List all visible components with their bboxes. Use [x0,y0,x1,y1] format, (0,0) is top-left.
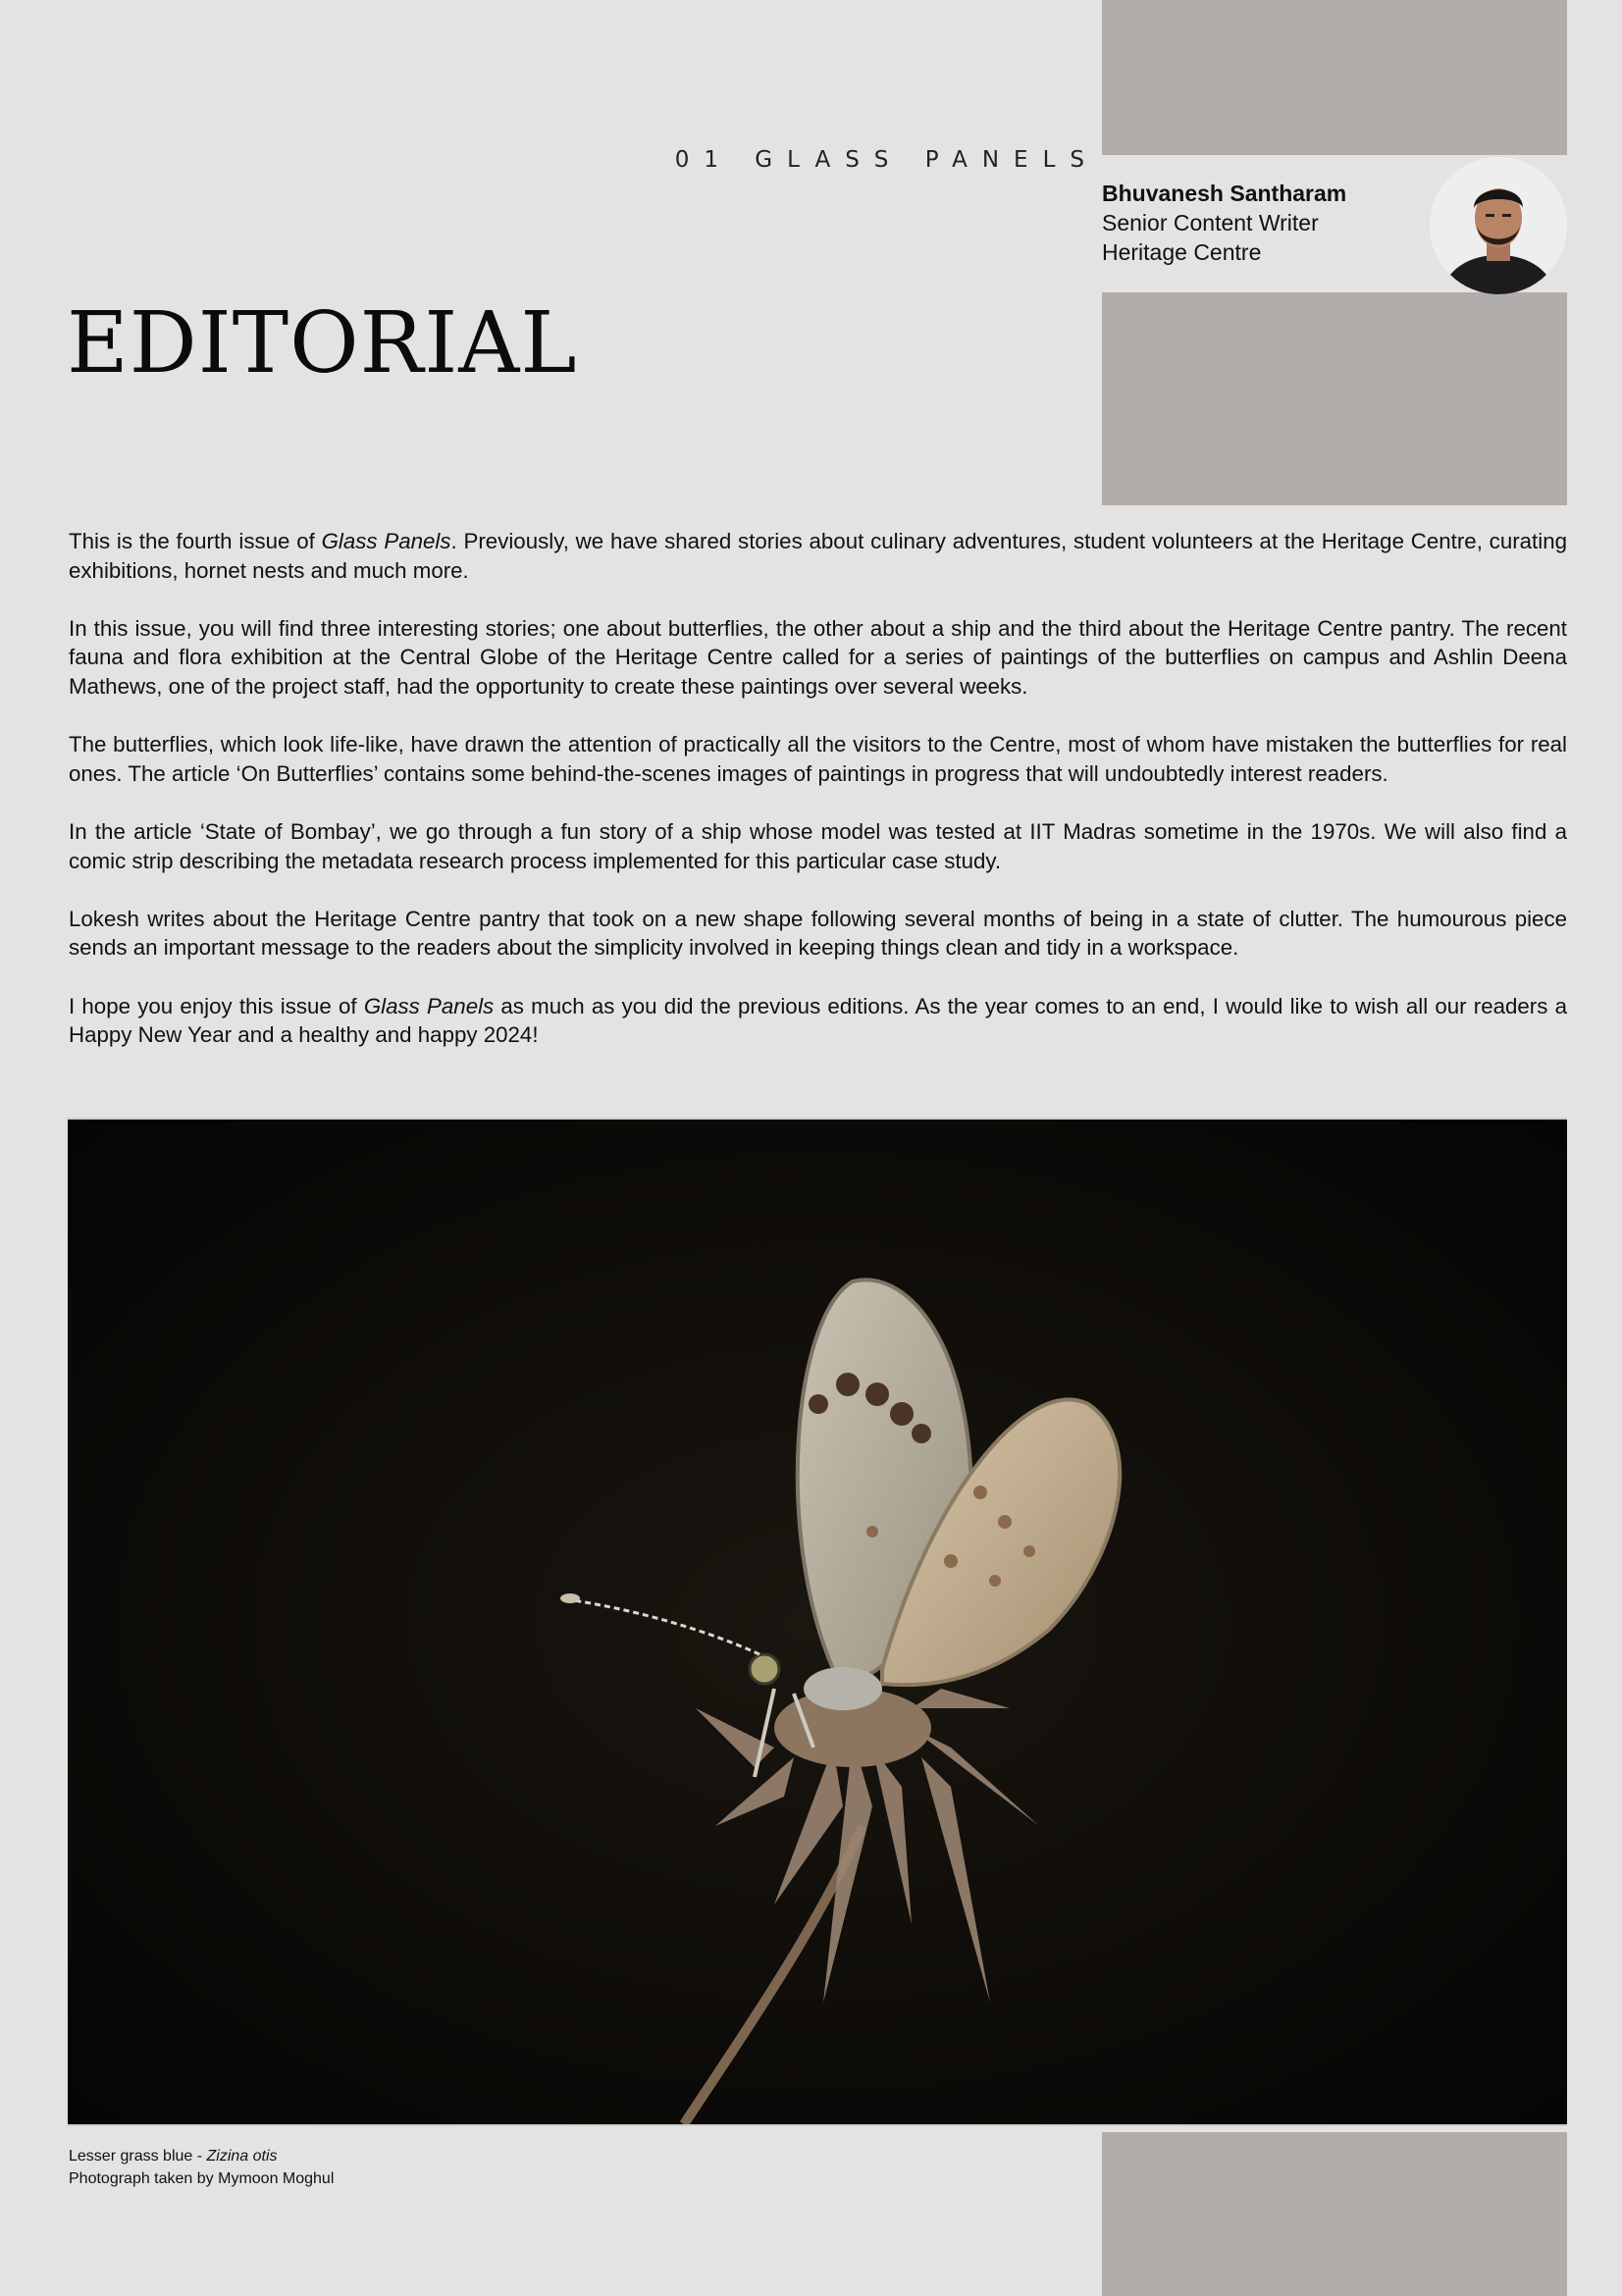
photo-caption [69,2145,334,2190]
decorative-block-bottom [1102,2132,1567,2296]
paragraph-5: Lokesh writes about the Heritage Centre pantry that took on a new shape following several months of being in a state of clutter. The humourous piece sends an important message to the readers about the simplicity involved in keeping things clean and tidy in a workspace. [69,906,1567,961]
butterfly-photo [68,1118,1567,2126]
editorial-body [69,527,1567,1078]
decorative-block-middle [1102,292,1567,505]
publication-name: Glass Panels [363,993,495,1018]
author-info [1102,179,1426,267]
author-role: Senior Content Writer [1102,210,1319,235]
author-name: Bhuvanesh Santharam [1102,181,1347,206]
decorative-block-top [1102,0,1567,155]
caption-credit: Photograph taken by Mymoon Moghul [69,2170,335,2187]
paragraph-3: The butterflies, which look life-like, have drawn the attention of practically all the visitors to the Centre, most of whom have mistaken the butterflies for real ones. The article ‘On Butterflies’ contains some behind-the-scenes images of paintings in progress that will undoubtedly interest readers. [69,732,1567,786]
paragraph-1: This is the fourth issue of Glass Panels. Previously, we have shared stories about culinary adventures, student volunteers at the Heritage Centre, curating exhibitions, hornet nests and much more. [69,529,1567,583]
publication-name: Glass Panels [321,529,451,553]
butterfly-icon [68,1120,1567,2124]
issue-kicker: 01 GLASS PANELS [674,147,1099,173]
paragraph-6: I hope you enjoy this issue of Glass Panels as much as you did the previous editions. As the year comes to an end, I would like to wish all our readers a Happy New Year and a healthy and happy 2024! [69,993,1567,1048]
avatar-portrait-icon [1430,157,1567,294]
author-avatar [1430,157,1567,294]
caption-species: Lesser grass blue - Zizina otis [69,2148,278,2165]
page-title: EDITORIAL [67,294,578,392]
paragraph-2: In this issue, you will find three interesting stories; one about butterflies, the other about a ship and the third about the Heritage Centre pantry. The recent fauna and flora exhibition at the Central Globe of the Heritage Centre called for a series of paintings of the butterflies on campus and Ashlin Deena Mathews, one of the project staff, had the opportunity to create these paintings over several weeks. [69,615,1567,699]
author-organization: Heritage Centre [1102,239,1262,265]
caption-scientific-name: Zizina otis [206,2148,278,2165]
paragraph-4: In the article ‘State of Bombay’, we go through a fun story of a ship whose model was tested at IIT Madras sometime in the 1970s. We will also find a comic strip describing the metadata research process implemented for this particular case study. [69,818,1567,873]
